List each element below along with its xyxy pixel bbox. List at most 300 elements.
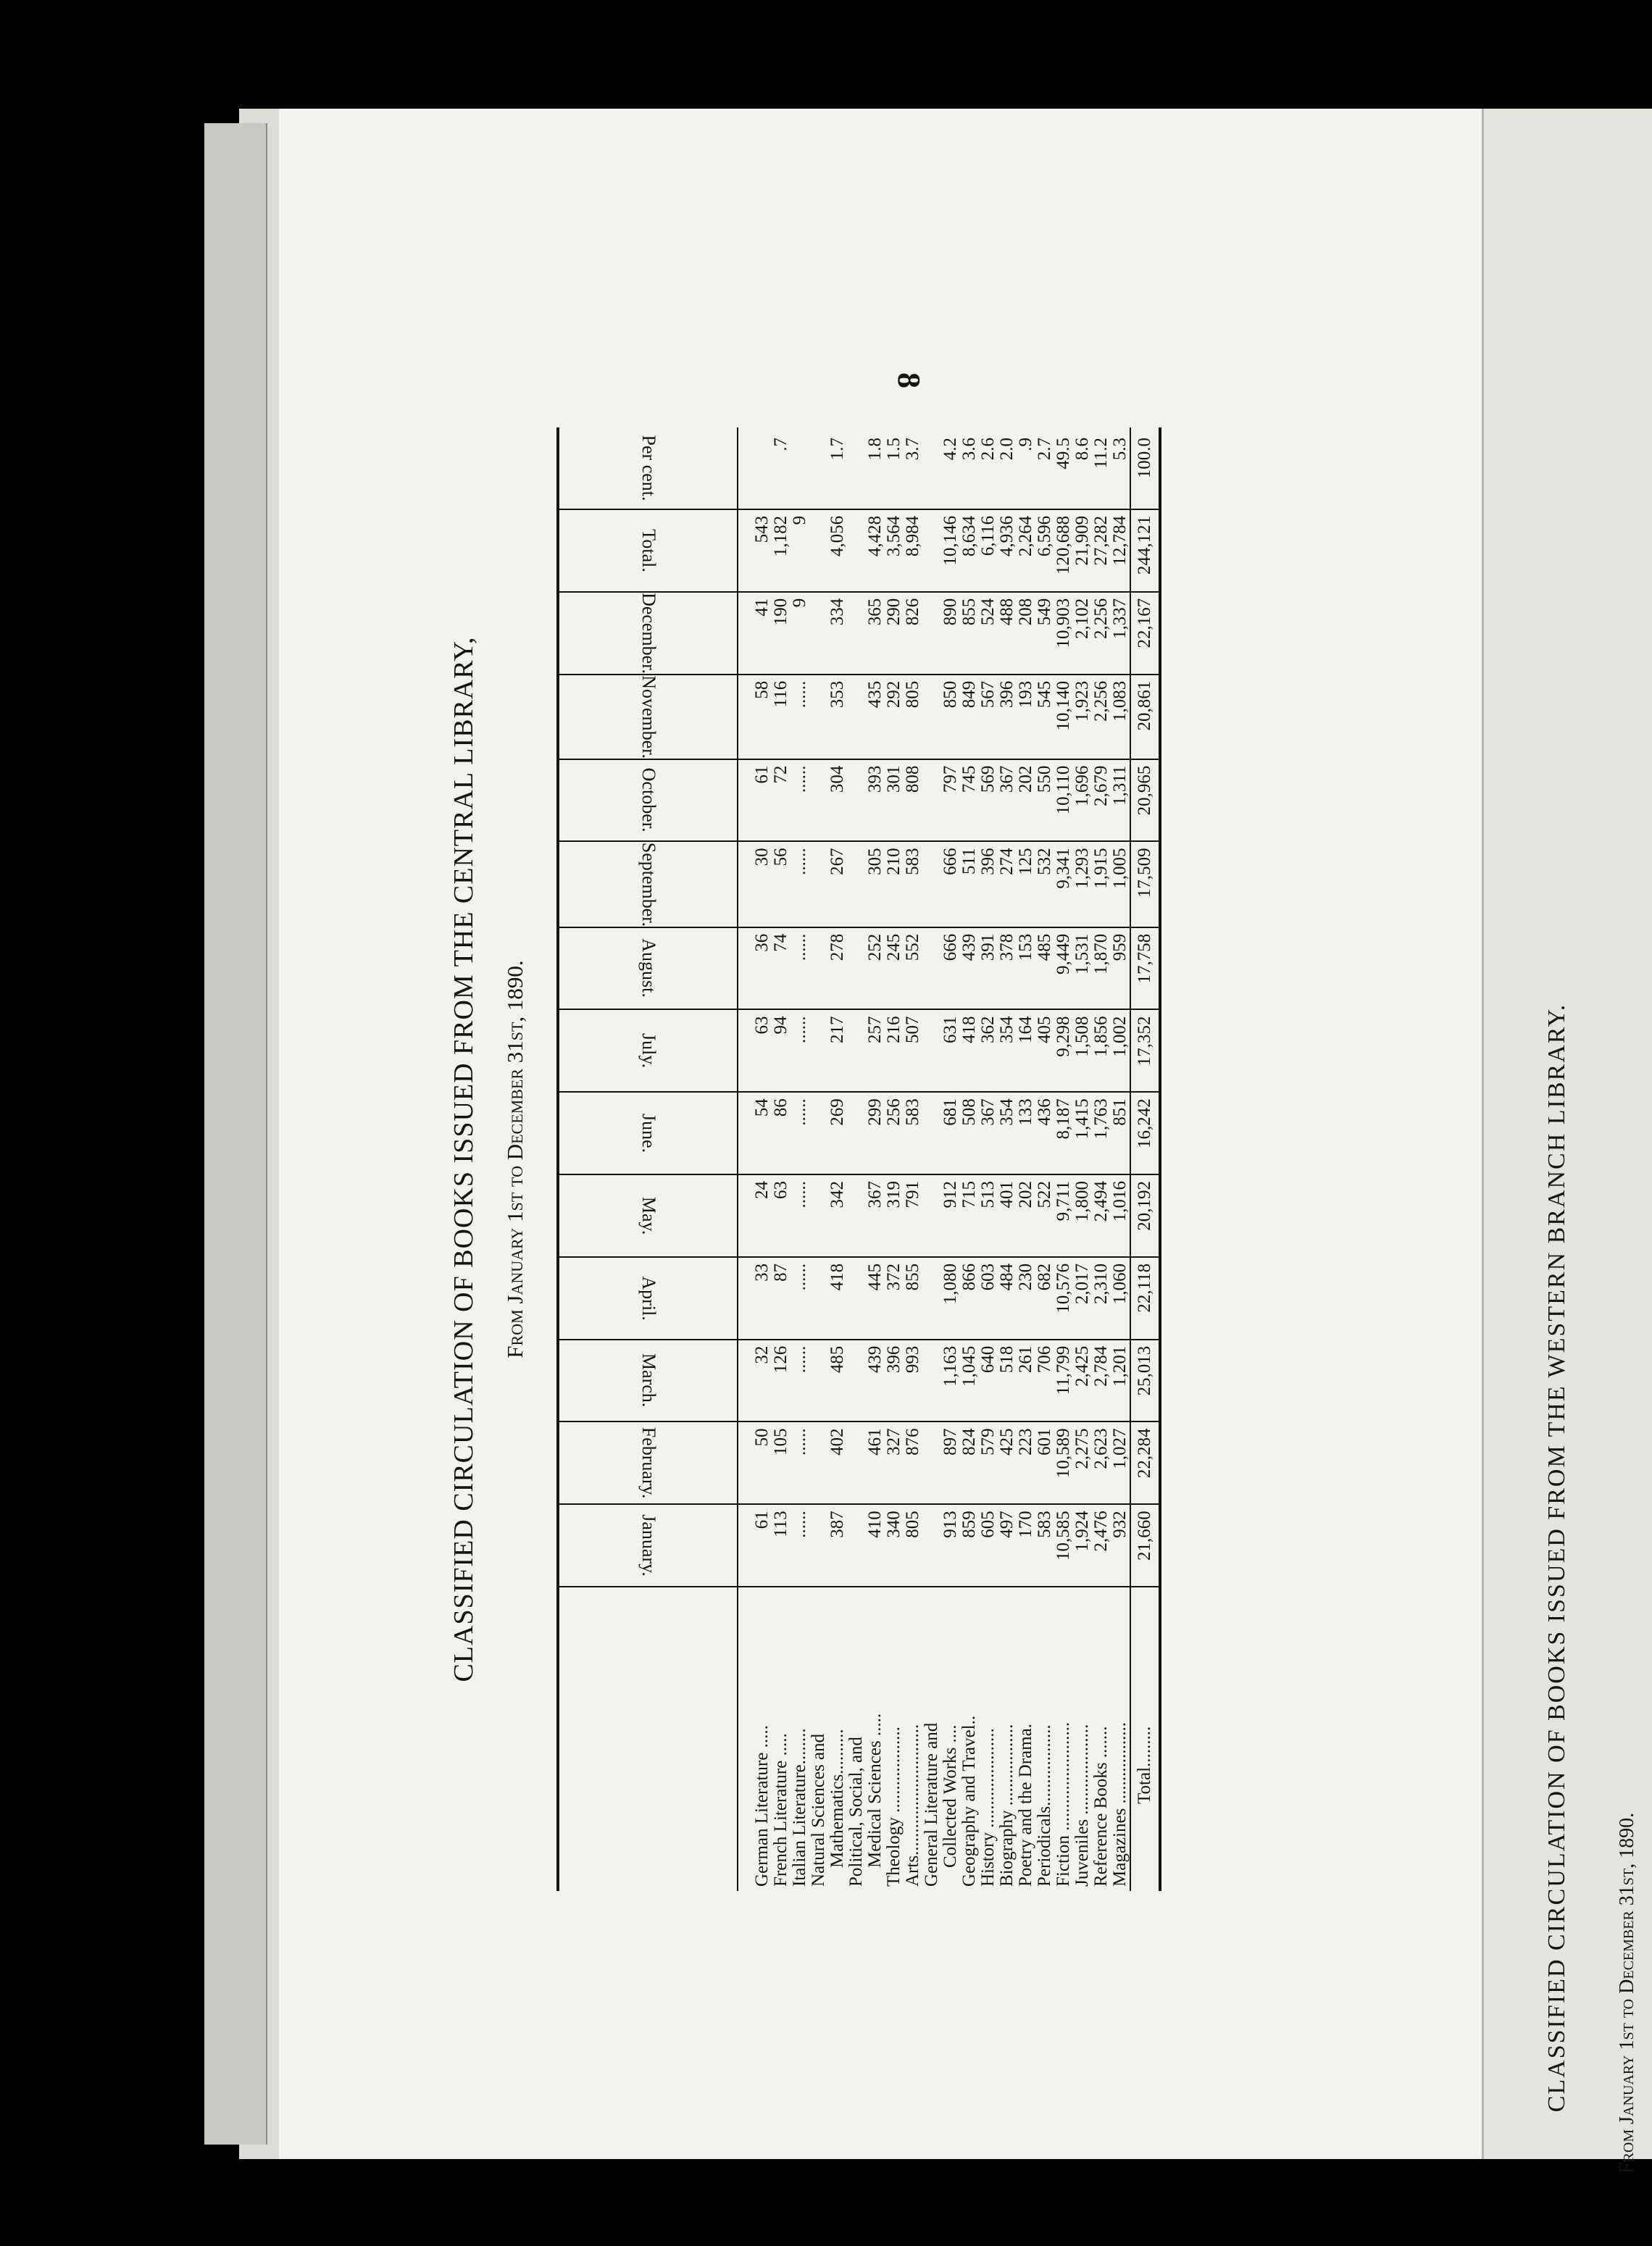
row-total: 6,116 [979, 509, 998, 592]
month-cell: 2,784 [1092, 1340, 1111, 1422]
month-cell: 418 [960, 1009, 979, 1092]
row-label [904, 1587, 922, 1891]
month-cell: ...... [790, 1257, 809, 1340]
header-total [558, 509, 738, 592]
month-cell: 126 [772, 1340, 790, 1422]
header-september [558, 841, 738, 927]
row-pct: 49.5 [1054, 427, 1073, 509]
month-cell: 545 [1035, 675, 1054, 759]
total-cell: 17,758 [1130, 927, 1160, 1010]
classification-label: Natural Sciences and [809, 1733, 828, 1887]
month-cell: 257 [847, 1009, 885, 1092]
row-total: 4,936 [998, 509, 1017, 592]
row-label [885, 1587, 904, 1891]
row-pct: 11.2 [1092, 427, 1111, 509]
total-cell: 22,284 [1130, 1422, 1160, 1504]
month-cell: 682 [1035, 1257, 1054, 1340]
month-cell: 170 [1017, 1504, 1035, 1587]
header-label: November. [638, 675, 659, 759]
month-cell: 367 [998, 759, 1017, 842]
classification-label: Political, Social, and [846, 1737, 866, 1887]
month-cell: 87 [772, 1257, 790, 1340]
month-cell: 532 [1035, 841, 1054, 927]
month-cell: 9,298 [1054, 1009, 1073, 1092]
row-pct: .9 [1017, 427, 1035, 509]
row-total: 3,564 [885, 509, 904, 592]
row-pct: 3.7 [904, 427, 922, 509]
row-pct: 1.8 [847, 427, 885, 509]
month-cell: 851 [1111, 1092, 1130, 1174]
header-label: Total. [638, 529, 659, 572]
month-cell: 365 [847, 592, 885, 675]
next-table-title: CLASSIFIED CIRCULATION OF BOOKS ISSUED FROM THE WESTERN BRANCH LIBRARY. [1543, 1003, 1570, 2113]
grand-total-pct: 100.0 [1130, 427, 1160, 509]
month-cell: 210 [885, 841, 904, 927]
header-may [558, 1174, 738, 1257]
month-cell: 33 [753, 1257, 772, 1340]
header-august [558, 927, 738, 1010]
month-cell: 666 [922, 927, 960, 1010]
month-cell: 54 [753, 1092, 772, 1174]
month-cell: 2,425 [1073, 1340, 1092, 1422]
row-pct: .7 [772, 427, 790, 509]
month-cell: 274 [998, 841, 1017, 927]
table-row [979, 427, 998, 1891]
header-per-cent [558, 427, 738, 509]
month-cell: 1,915 [1092, 841, 1111, 927]
month-cell: 10,585 [1054, 1504, 1073, 1587]
month-cell: 436 [1035, 1092, 1054, 1174]
month-cell: 290 [885, 592, 904, 675]
month-cell: 640 [979, 1340, 998, 1422]
total-cell: 22,167 [1130, 592, 1160, 675]
month-cell: 603 [979, 1257, 998, 1340]
month-cell: 579 [979, 1422, 998, 1504]
month-cell: 1,337 [1111, 592, 1130, 675]
month-cell: ...... [790, 1340, 809, 1422]
month-cell: 319 [885, 1174, 904, 1257]
header-april [558, 1257, 738, 1340]
header-march [558, 1340, 738, 1422]
month-cell: 61 [753, 1504, 772, 1587]
header-january [558, 1504, 738, 1587]
month-cell: 518 [998, 1340, 1017, 1422]
table-row [904, 427, 922, 1891]
month-cell: 396 [979, 841, 998, 927]
grand-total: 244,121 [1130, 509, 1160, 592]
month-cell: 391 [979, 927, 998, 1010]
month-cell: 855 [904, 1257, 922, 1340]
month-cell: 439 [960, 927, 979, 1010]
header-label: December. [638, 592, 659, 674]
header-november [558, 675, 738, 759]
month-cell: 631 [922, 1009, 960, 1092]
month-cell: 372 [885, 1257, 904, 1340]
month-cell: 425 [998, 1422, 1017, 1504]
row-total: 8,984 [904, 509, 922, 592]
month-cell: 342 [809, 1174, 847, 1257]
header-label: May. [638, 1196, 659, 1235]
month-cell: 230 [1017, 1257, 1035, 1340]
month-cell: 2,476 [1092, 1504, 1111, 1587]
classification-label: Fiction ........................ [1054, 1721, 1073, 1887]
row-total: 1,182 [772, 509, 790, 592]
month-cell: 10,110 [1054, 759, 1073, 842]
month-cell: 849 [960, 675, 979, 759]
month-cell: 715 [960, 1174, 979, 1257]
month-cell: 1,415 [1073, 1092, 1092, 1174]
row-pct: 3.6 [960, 427, 979, 509]
month-cell: 74 [772, 927, 790, 1010]
month-cell: 993 [904, 1340, 922, 1422]
row-label [809, 1587, 847, 1891]
table-row [847, 427, 885, 1891]
month-cell: 11,799 [1054, 1340, 1073, 1422]
table-subtitle: From January 1st to December 31st, 1890. [502, 960, 527, 1358]
row-label [1092, 1587, 1111, 1891]
month-cell: 485 [1035, 927, 1054, 1010]
month-cell: 513 [979, 1174, 998, 1257]
month-cell: 583 [904, 1092, 922, 1174]
header-february [558, 1422, 738, 1504]
month-cell: 367 [847, 1174, 885, 1257]
month-cell: 299 [847, 1092, 885, 1174]
month-cell: 666 [922, 841, 960, 927]
table-title: CLASSIFIED CIRCULATION OF BOOKS ISSUED FROM THE CENTRAL LIBRARY, [449, 636, 479, 1682]
table-row [960, 427, 979, 1891]
page-number: 8 [891, 372, 927, 388]
month-cell: 223 [1017, 1422, 1035, 1504]
month-cell: 439 [847, 1340, 885, 1422]
month-cell: 1,016 [1111, 1174, 1130, 1257]
month-cell: 252 [847, 927, 885, 1010]
month-cell: 791 [904, 1174, 922, 1257]
row-pct: 2.6 [979, 427, 998, 509]
month-cell: 334 [809, 592, 847, 675]
month-cell: 58 [753, 675, 772, 759]
month-cell: 1,027 [1111, 1422, 1130, 1504]
month-cell: 1,045 [960, 1340, 979, 1422]
month-cell: ...... [790, 759, 809, 842]
row-pct: 4.2 [922, 427, 960, 509]
month-cell: 511 [960, 841, 979, 927]
month-cell: 164 [1017, 1009, 1035, 1092]
month-cell: 301 [885, 759, 904, 842]
month-cell: 488 [998, 592, 1017, 675]
classification-label: Arts............................. [903, 1724, 922, 1887]
month-cell: 797 [922, 759, 960, 842]
row-label [979, 1587, 998, 1891]
month-cell: 890 [922, 592, 960, 675]
classification-label: History ...................... [978, 1728, 998, 1887]
header-label: Per cent. [638, 435, 659, 501]
month-cell: 583 [904, 841, 922, 927]
table-row [922, 427, 960, 1891]
month-cell: 808 [904, 759, 922, 842]
month-cell: 549 [1035, 592, 1054, 675]
month-cell: 30 [753, 841, 772, 927]
header-label: September. [638, 842, 659, 927]
month-cell: 508 [960, 1092, 979, 1174]
month-cell: 72 [772, 759, 790, 842]
month-cell: 706 [1035, 1340, 1054, 1422]
month-cell: 94 [772, 1009, 790, 1092]
classification-label: Reference Books ....... [1091, 1726, 1111, 1887]
classification-label: Magazines .................. [1110, 1721, 1130, 1887]
classification-label: German Literature ..... [752, 1725, 772, 1887]
header-june [558, 1092, 738, 1174]
table-row [1054, 427, 1073, 1891]
table-body [738, 427, 1130, 1891]
header-classification [558, 1587, 738, 1891]
month-cell: ...... [790, 1009, 809, 1092]
month-cell: 1,083 [1111, 675, 1130, 759]
month-cell: 1,531 [1073, 927, 1092, 1010]
month-cell: 484 [998, 1257, 1017, 1340]
month-cell: 1,508 [1073, 1009, 1092, 1092]
header-row [558, 427, 738, 1891]
month-cell: 1,060 [1111, 1257, 1130, 1340]
month-cell: 876 [904, 1422, 922, 1504]
total-cell: 22,118 [1130, 1257, 1160, 1340]
month-cell: 367 [979, 1092, 998, 1174]
month-cell: 497 [998, 1504, 1017, 1587]
month-cell: 41 [753, 592, 772, 675]
next-table-subtitle: From January 1st to December 31st, 1890. [1616, 1812, 1638, 2174]
header-october [558, 759, 738, 842]
month-cell: 567 [979, 675, 998, 759]
row-total: 6,596 [1035, 509, 1054, 592]
month-cell: 1,002 [1111, 1009, 1130, 1092]
month-cell: 10,576 [1054, 1257, 1073, 1340]
month-cell: 2,623 [1092, 1422, 1111, 1504]
table-row [1035, 427, 1054, 1891]
month-cell: ...... [790, 1174, 809, 1257]
row-pct [790, 427, 809, 509]
month-cell: 912 [922, 1174, 960, 1257]
table-row [1073, 427, 1092, 1891]
month-cell: 9,449 [1054, 927, 1073, 1010]
month-cell: 405 [1035, 1009, 1054, 1092]
month-cell: 327 [885, 1422, 904, 1504]
month-cell: ...... [790, 1422, 809, 1504]
table-row [1017, 427, 1035, 1891]
row-label [1017, 1587, 1035, 1891]
header-label: February. [638, 1427, 659, 1499]
month-cell: 256 [885, 1092, 904, 1174]
month-cell: 2,310 [1092, 1257, 1111, 1340]
month-cell: 826 [904, 592, 922, 675]
month-cell: 550 [1035, 759, 1054, 842]
month-cell: 1,163 [922, 1340, 960, 1422]
month-cell: 10,140 [1054, 675, 1073, 759]
classification-label: Theology ................... [884, 1727, 904, 1887]
month-cell: ...... [790, 1504, 809, 1587]
row-label [1073, 1587, 1092, 1891]
total-cell: 25,013 [1130, 1340, 1160, 1422]
month-cell: 1,005 [1111, 841, 1130, 927]
month-cell: 10,589 [1054, 1422, 1073, 1504]
total-row [1130, 427, 1160, 1891]
month-cell: 601 [1035, 1422, 1054, 1504]
month-cell: 362 [979, 1009, 998, 1092]
month-cell: 418 [809, 1257, 847, 1340]
month-cell: 445 [847, 1257, 885, 1340]
month-cell: 866 [960, 1257, 979, 1340]
month-cell: 10,903 [1054, 592, 1073, 675]
month-cell: 485 [809, 1340, 847, 1422]
month-cell: 32 [753, 1340, 772, 1422]
month-cell: 959 [1111, 927, 1130, 1010]
month-cell: 8,187 [1054, 1092, 1073, 1174]
table-row [753, 427, 772, 1891]
month-cell: 116 [772, 675, 790, 759]
month-cell: 2,256 [1092, 592, 1111, 675]
month-cell: 393 [847, 759, 885, 842]
month-cell: 2,275 [1073, 1422, 1092, 1504]
header-label: October. [638, 768, 659, 832]
header-label: April. [638, 1276, 659, 1321]
month-cell: 378 [998, 927, 1017, 1010]
month-cell: ...... [790, 841, 809, 927]
month-cell: 217 [809, 1009, 847, 1092]
classification-label: Juveniles .................... [1072, 1724, 1092, 1887]
classification-label-cont: Collected Works .... [940, 1724, 960, 1868]
row-label [1035, 1587, 1054, 1891]
month-cell: 1,293 [1073, 841, 1092, 927]
classification-label-cont: Mathematics.......... [827, 1729, 847, 1868]
month-cell: 2,256 [1092, 675, 1111, 759]
month-cell: 354 [998, 1009, 1017, 1092]
month-cell: 24 [753, 1174, 772, 1257]
month-cell: 524 [979, 592, 998, 675]
month-cell: 850 [922, 675, 960, 759]
month-cell: 105 [772, 1422, 790, 1504]
table-row [772, 427, 790, 1891]
month-cell: 569 [979, 759, 998, 842]
row-total: 4,056 [809, 509, 847, 592]
month-cell: 522 [1035, 1174, 1054, 1257]
month-cell: 353 [809, 675, 847, 759]
row-pct: 2.7 [1035, 427, 1054, 509]
month-cell: 278 [809, 927, 847, 1010]
month-cell: 1,856 [1092, 1009, 1111, 1092]
month-cell: 605 [979, 1504, 998, 1587]
month-cell: 1,201 [1111, 1340, 1130, 1422]
month-cell: 401 [998, 1174, 1017, 1257]
row-label [1054, 1587, 1073, 1891]
month-cell: 305 [847, 841, 885, 927]
month-cell: ...... [790, 675, 809, 759]
row-total: 120,688 [1054, 509, 1073, 592]
month-cell: 1,696 [1073, 759, 1092, 842]
row-total: 2,264 [1017, 509, 1035, 592]
total-cell: 17,509 [1130, 841, 1160, 927]
row-pct [753, 427, 772, 509]
month-cell: 681 [922, 1092, 960, 1174]
table-row [809, 427, 847, 1891]
month-cell: 304 [809, 759, 847, 842]
circulation-table [556, 427, 1161, 1891]
classification-label: Italian Literature........ [790, 1728, 809, 1887]
month-cell: 193 [1017, 675, 1035, 759]
month-cell: 261 [1017, 1340, 1035, 1422]
header-label: January. [638, 1514, 659, 1577]
month-cell: 396 [885, 1340, 904, 1422]
classification-label: Geography and Travel.. [959, 1715, 979, 1887]
month-cell: 1,924 [1073, 1504, 1092, 1587]
table-row [1092, 427, 1111, 1891]
month-cell: 340 [885, 1504, 904, 1587]
page-edge [204, 123, 267, 2145]
month-cell: 245 [885, 927, 904, 1010]
month-cell: 913 [922, 1504, 960, 1587]
total-label: Total......... [1130, 1587, 1160, 1891]
month-cell: 435 [847, 675, 885, 759]
month-cell: 1,763 [1092, 1092, 1111, 1174]
month-cell: 9,341 [1054, 841, 1073, 927]
month-cell: 805 [904, 1504, 922, 1587]
row-total: 10,146 [922, 509, 960, 592]
month-cell: 125 [1017, 841, 1035, 927]
month-cell: 2,017 [1073, 1257, 1092, 1340]
header-label: June. [638, 1114, 659, 1153]
row-total: 543 [753, 509, 772, 592]
month-cell: 552 [904, 927, 922, 1010]
month-cell: 396 [998, 675, 1017, 759]
row-label [998, 1587, 1017, 1891]
month-cell: 824 [960, 1422, 979, 1504]
row-label [790, 1587, 809, 1891]
month-cell: 63 [753, 1009, 772, 1092]
month-cell: 583 [1035, 1504, 1054, 1587]
row-pct: 8.6 [1073, 427, 1092, 509]
month-cell: 56 [772, 841, 790, 927]
month-cell: 859 [960, 1504, 979, 1587]
rotated-table-block [448, 427, 1332, 1891]
month-cell: 36 [753, 927, 772, 1010]
month-cell: 9,711 [1054, 1174, 1073, 1257]
month-cell: 410 [847, 1504, 885, 1587]
row-label [847, 1587, 885, 1891]
month-cell: 2,494 [1092, 1174, 1111, 1257]
total-cell: 20,965 [1130, 759, 1160, 842]
header-label: July. [638, 1033, 659, 1069]
header-july [558, 1009, 738, 1092]
month-cell: 202 [1017, 759, 1035, 842]
table-row [998, 427, 1017, 1891]
classification-label: Periodicals.................. [1035, 1724, 1054, 1887]
month-cell: 267 [809, 841, 847, 927]
month-cell: 86 [772, 1092, 790, 1174]
month-cell: 1,311 [1111, 759, 1130, 842]
row-label [960, 1587, 979, 1891]
month-cell: ...... [790, 927, 809, 1010]
month-cell: 292 [885, 675, 904, 759]
month-cell: 2,102 [1073, 592, 1092, 675]
table-row [885, 427, 904, 1891]
total-cell: 20,192 [1130, 1174, 1160, 1257]
month-cell: 387 [809, 1504, 847, 1587]
month-cell: 402 [809, 1422, 847, 1504]
row-total: 21,909 [1073, 509, 1092, 592]
row-label [772, 1587, 790, 1891]
month-cell: 461 [847, 1422, 885, 1504]
row-label [922, 1587, 960, 1891]
row-total: 8,634 [960, 509, 979, 592]
month-cell: 2,679 [1092, 759, 1111, 842]
month-cell: ...... [790, 1092, 809, 1174]
